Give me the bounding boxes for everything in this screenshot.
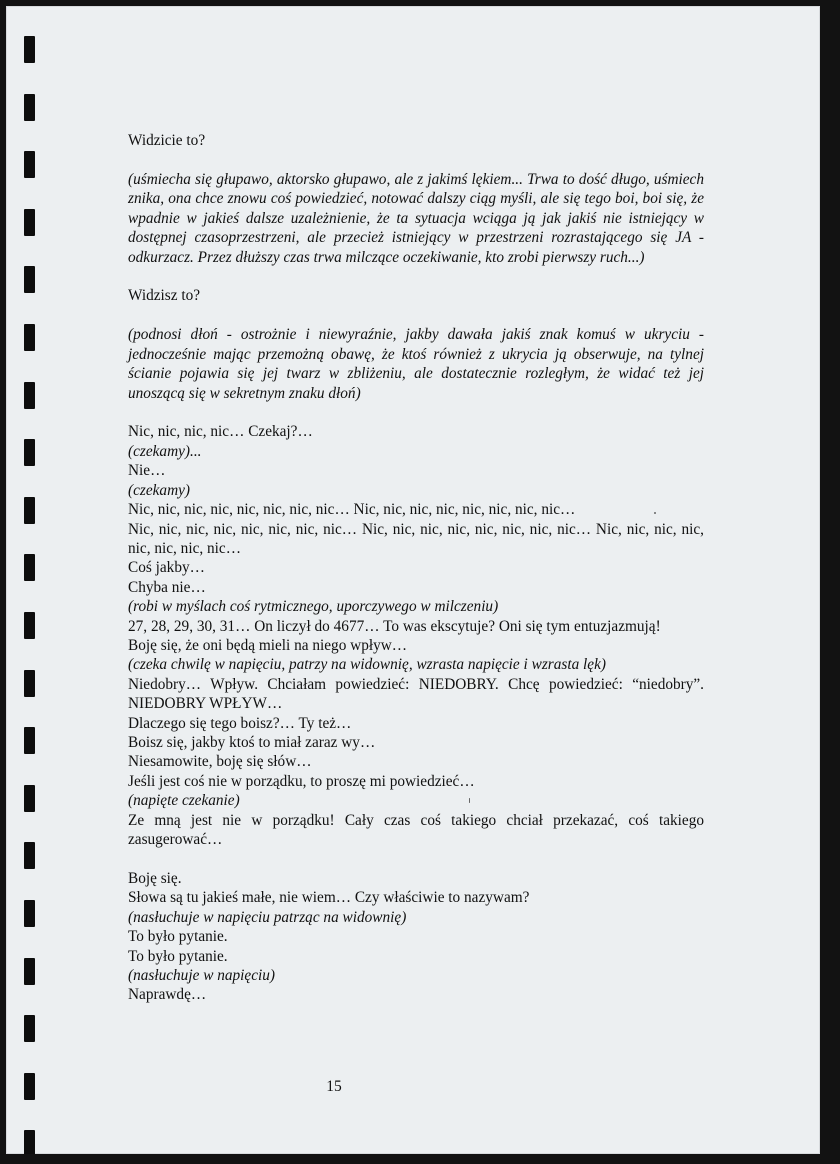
binding-hole <box>24 670 35 697</box>
binding-hole <box>24 94 35 121</box>
dialogue-line: Widzisz to? <box>128 287 201 305</box>
comb-binding <box>24 36 40 1154</box>
document-page <box>6 6 820 1154</box>
stage-direction: (uśmiecha się głupawo, aktorsko głupawo, ale z jakimś lękiem... Trwa to dość długo, uśmiech znika, ona chce znowu coś powiedzieć, notować dalszy ciąg myśli, ale się tego boi, boi się, że wpadnie w jakieś dalsze uzależnienie, że ta sytuacja wciąga ją jak jakiś nie istniejący w dostępnej czasoprzestrzeni, ale przecież istniejący w przestrzeni rozrastającego się JA - odkurzacz. Przez dłuższy czas trwa milczące oczekiwanie, kto zrobi pierwszy ruch...) <box>128 170 704 266</box>
stage-direction: (podnosi dłoń - ostrożnie i niewyraźnie, jakby dawała jakiś znak komuś w ukryciu - jednocześnie mając przemożną obawę, że ktoś również z ukrycia ją obserwuje, na tylnej ścianie pojawia się jej twarz w zbliżeniu, ale dostatecznie rozległym, że widać też jej unoszącą się w sekretnym znaku dłoń) <box>128 326 704 402</box>
dialogue-line: Boję się, że oni będą mieli na niego wpływ… <box>128 636 408 654</box>
page-number: 15 <box>326 1078 342 1095</box>
dialogue-line: Nie… <box>128 462 166 480</box>
paragraph-gap <box>128 267 704 287</box>
dialogue-line: Widzicie to? <box>128 132 206 149</box>
binding-hole <box>24 785 35 812</box>
dialogue-line: Ze mną jest nie w porządku! Cały czas coś takiego chciał przekazać, coś takiego zasugerować… <box>128 811 704 848</box>
paragraph-gap <box>128 306 704 326</box>
dialogue-line: Coś jakby… <box>128 559 205 577</box>
binding-hole <box>24 266 35 293</box>
paragraph-gap <box>128 849 704 869</box>
stage-direction: (robi w myślach coś rytmicznego, uporczywego w milczeniu) <box>128 598 499 616</box>
binding-hole <box>24 900 35 927</box>
stage-direction: (czekamy) <box>128 481 190 499</box>
dialogue-line: Niedobry… Wpływ. Chciałam powiedzieć: NIEDOBRY. Chcę powiedzieć: “niedobry”. NIEDOBRY WPŁYW… <box>128 675 704 713</box>
binding-hole <box>24 151 35 178</box>
dialogue-line: Nic, nic, nic, nic, nic, nic, nic, nic… Nic, nic, nic, nic, nic, nic, nic, nic… <box>128 501 576 519</box>
stage-direction: (czeka chwilę w napięciu, patrzy na widownię, wzrasta napięcie i wzrasta lęk) <box>128 656 606 674</box>
paragraph-gap <box>128 403 704 423</box>
dialogue-line: Dlaczego się tego boisz?… Ty też… <box>128 714 352 732</box>
dialogue-line: Chyba nie… <box>128 578 206 596</box>
binding-hole <box>24 727 35 754</box>
stage-direction: (nasłuchuje w napięciu patrząc na widownię) <box>128 908 407 926</box>
binding-hole <box>24 958 35 985</box>
scan-speck <box>654 512 656 514</box>
dialogue-line: Boję się. <box>128 869 182 887</box>
binding-hole <box>24 612 35 639</box>
dialogue-line: Naprawdę… <box>128 986 207 1004</box>
page-body <box>128 131 704 1005</box>
binding-hole <box>24 382 35 409</box>
dialogue-line: 27, 28, 29, 30, 31… On liczył do 4677… To was ekscytuje? Oni się tym entuzjazmują! <box>128 617 661 635</box>
binding-hole <box>24 1015 35 1042</box>
scan-speck <box>469 798 470 803</box>
binding-hole <box>24 554 35 581</box>
binding-hole <box>24 36 35 63</box>
dialogue-line: Nic, nic, nic, nic, nic, nic, nic, nic… Nic, nic, nic, nic, nic, nic, nic, nic… Nic, nic, nic, nic, nic, nic, nic, nic… <box>128 520 704 557</box>
binding-hole <box>24 1130 35 1154</box>
stage-direction: (nasłuchuje w napięciu) <box>128 966 275 984</box>
binding-hole <box>24 209 35 236</box>
dialogue-line: To było pytanie. <box>128 928 228 946</box>
dialogue-line: Nic, nic, nic, nic… Czekaj?… <box>128 423 313 441</box>
stage-direction: (napięte czekanie) <box>128 792 240 810</box>
binding-hole <box>24 439 35 466</box>
binding-hole <box>24 497 35 524</box>
dialogue-line: Słowa są tu jakieś małe, nie wiem… Czy właściwie to nazywam? <box>128 889 530 907</box>
stage-direction: (czekamy)... <box>128 442 202 460</box>
binding-hole <box>24 842 35 869</box>
dialogue-line: Jeśli jest coś nie w porządku, to proszę mi powiedzieć… <box>128 772 475 790</box>
dialogue-line: To było pytanie. <box>128 947 228 965</box>
dialogue-line: Boisz się, jakby ktoś to miał zaraz wy… <box>128 733 376 751</box>
binding-hole <box>24 324 35 351</box>
paragraph-gap <box>128 150 704 170</box>
dialogue-line: Niesamowite, boję się słów… <box>128 753 312 771</box>
binding-hole <box>24 1073 35 1100</box>
